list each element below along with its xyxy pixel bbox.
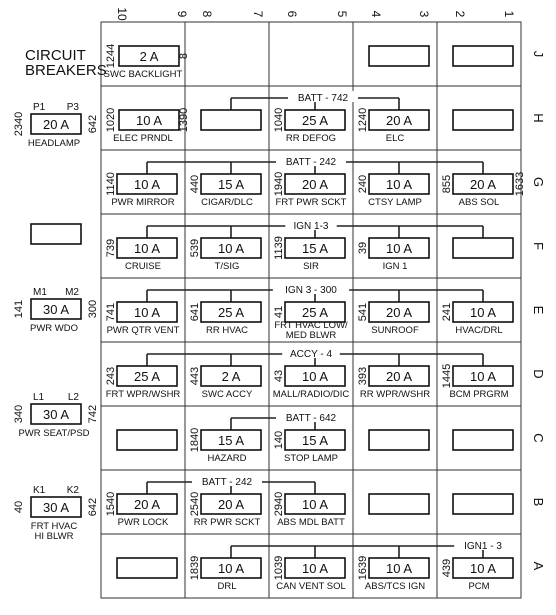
bus-label-g: BATT - 242 xyxy=(285,157,337,168)
fuse-circuit-number-left: 641 xyxy=(189,302,201,322)
breaker-amperage: 20 A xyxy=(42,117,70,132)
column-number: 10 xyxy=(115,7,129,21)
fuse-label: SWC BACKLIGHT xyxy=(103,69,183,80)
breaker-circuit-left: 340 xyxy=(13,404,25,424)
row-letter-j: J xyxy=(531,50,546,58)
breaker-label: PWR WDO xyxy=(29,323,79,334)
row-letter-b: B xyxy=(531,497,546,507)
fuse-label: PWR MIRROR xyxy=(111,197,175,208)
column-number: 1 xyxy=(502,10,516,18)
fuse-amperage: 10 A xyxy=(135,113,163,128)
fuse-label: ELC xyxy=(385,133,405,144)
column-number: 2 xyxy=(453,10,467,18)
bus-label-c: BATT - 642 xyxy=(285,413,337,424)
breaker-terminal-right: P3 xyxy=(66,102,79,113)
fuse-circuit-number-left: 140 xyxy=(273,430,285,450)
fuse-label: SUNROOF xyxy=(371,325,419,336)
fuse-label: FRT PWR SCKT xyxy=(275,197,347,208)
circuit-breakers-title-line1: CIRCUIT xyxy=(25,47,86,64)
fuse-amperage: 10 A xyxy=(217,241,245,256)
fuse-circuit-number-right: 1390 xyxy=(178,107,190,133)
breaker-circuit-right: 642 xyxy=(87,497,99,517)
fuse-circuit-number-left: 741 xyxy=(105,302,117,322)
bus-label-f: IGN 1-3 xyxy=(293,221,329,232)
column-number: 7 xyxy=(251,10,265,18)
fuse-circuit-number-left: 2540 xyxy=(189,491,201,517)
fuse-circuit-number-right: 1633 xyxy=(514,171,526,197)
fuse-label: SWC ACCY xyxy=(201,389,253,400)
fuse-amperage: 10 A xyxy=(469,369,497,384)
fuse-circuit-number-left: 1839 xyxy=(189,555,201,581)
fuse-amperage: 10 A xyxy=(133,177,161,192)
bus-label-a: IGN1 - 3 xyxy=(464,541,502,552)
fuse-amperage: 20 A xyxy=(217,497,245,512)
fuse-circuit-number-left: 440 xyxy=(189,174,201,194)
fuse-amperage: 10 A xyxy=(385,241,413,256)
fuse-circuit-number-left: 1039 xyxy=(273,555,285,581)
fuse-label: RR WPR/WSHR xyxy=(359,389,431,400)
breaker-terminal-right: M2 xyxy=(65,287,79,298)
breaker-terminal-left: L1 xyxy=(33,392,45,403)
fuse-circuit-number-left: 1940 xyxy=(273,171,285,197)
column-number: 5 xyxy=(335,10,349,18)
row-letter-f: F xyxy=(531,242,546,250)
fuse-label: RR DEFOG xyxy=(285,133,337,144)
column-number: 3 xyxy=(417,10,431,18)
row-letter-g: G xyxy=(531,176,546,188)
fuse-label: HAZARD xyxy=(207,453,247,464)
fuse-amperage: 15 A xyxy=(217,177,245,192)
breaker-terminal-left: P1 xyxy=(33,102,46,113)
fuse-circuit-number-left: 1540 xyxy=(105,491,117,517)
fuse-h-5 xyxy=(453,110,513,130)
breaker-amperage: 30 A xyxy=(42,500,70,515)
fuse-label: HVAC/DRL xyxy=(455,325,503,336)
fuse-label: PWR QTR VENT xyxy=(106,325,180,336)
breaker-label: FRT HVAC xyxy=(30,521,78,532)
fuse-circuit-number-left: 439 xyxy=(441,558,453,578)
breaker-terminal-right: K2 xyxy=(66,485,79,496)
fuse-label: PWR LOCK xyxy=(117,517,169,528)
fuse-circuit-number-left: 1445 xyxy=(441,363,453,389)
fuse-h-2 xyxy=(201,110,261,130)
fuse-label: BCM PRGRM xyxy=(449,389,509,400)
bus-label-e: IGN 3 - 300 xyxy=(285,285,337,296)
fuse-circuit-number-left: 393 xyxy=(357,366,369,386)
fuse-label: CRUISE xyxy=(125,261,161,272)
fuse-c-5 xyxy=(453,430,513,450)
breaker-terminal-left: K1 xyxy=(33,485,46,496)
fuse-label: STOP LAMP xyxy=(283,453,339,464)
fuse-amperage: 20 A xyxy=(301,177,329,192)
breaker-circuit-left: 141 xyxy=(13,299,25,319)
fuse-c-1 xyxy=(117,430,177,450)
fuse-circuit-number-left: 243 xyxy=(105,366,117,386)
fuse-label: RR PWR SCKT xyxy=(193,517,261,528)
fuse-amperage: 2 A xyxy=(221,369,241,384)
fuse-label: ABS SOL xyxy=(458,197,500,208)
fuse-label: RR HVAC xyxy=(205,325,249,336)
circuit-breaker-1 xyxy=(13,102,99,149)
fuse-circuit-number-left: 241 xyxy=(441,302,453,322)
row-letter-h: H xyxy=(531,113,546,123)
breaker-circuit-right: 742 xyxy=(87,404,99,424)
breaker-circuit-left: 40 xyxy=(13,500,25,514)
fuse-circuit-number-left: 41 xyxy=(273,305,285,319)
row-letter-c: C xyxy=(531,433,546,443)
fuse-label: CIGAR/DLC xyxy=(201,197,253,208)
fuse-circuit-number-left: 39 xyxy=(357,241,369,255)
breaker-amperage: 30 A xyxy=(42,302,70,317)
fuse-amperage: 10 A xyxy=(301,497,329,512)
column-number: 4 xyxy=(369,10,383,18)
breaker-terminal-right: L2 xyxy=(67,392,79,403)
bus-label-d: ACCY - 4 xyxy=(289,349,333,360)
fuse-amperage: 10 A xyxy=(385,561,413,576)
circuit-breakers-title-line2: BREAKERS xyxy=(25,62,107,79)
fuse-label: ABS MDL BATT xyxy=(277,517,345,528)
breaker-label: PWR SEAT/PSD xyxy=(18,428,90,439)
fuse-circuit-number-left: 1139 xyxy=(273,236,285,260)
circuit-breaker-column xyxy=(13,47,107,542)
bus-label-b: BATT - 242 xyxy=(201,477,253,488)
row-letter-a: A xyxy=(531,561,546,571)
fuse-amperage: 20 A xyxy=(469,177,497,192)
fuse-c-4 xyxy=(369,430,429,450)
breaker-amperage: 30 A xyxy=(42,407,70,422)
fuse-label: SIR xyxy=(303,261,319,272)
fuse-circuit-number-left: 1244 xyxy=(105,43,117,69)
fuse-circuit-number-left: 1639 xyxy=(357,555,369,581)
fuse-amperage: 15 A xyxy=(217,433,245,448)
fuse-amperage: 25 A xyxy=(301,305,329,320)
fuse-amperage: 20 A xyxy=(133,497,161,512)
breaker-circuit-right: 300 xyxy=(87,299,99,319)
fuse-amperage: 10 A xyxy=(301,561,329,576)
fuse-cells xyxy=(104,44,526,592)
fuse-amperage: 20 A xyxy=(385,369,413,384)
column-number: 6 xyxy=(285,10,299,18)
fuse-circuit-number-left: 1240 xyxy=(357,107,369,133)
fuse-circuit-number-left: 1840 xyxy=(189,427,201,453)
fuse-circuit-number-left: 539 xyxy=(189,238,201,258)
circuit-breaker-2 xyxy=(31,224,81,244)
fuse-amperage: 25 A xyxy=(301,113,329,128)
fuse-amperage: 20 A xyxy=(385,113,413,128)
fuse-label: ELEC PRNDL xyxy=(113,133,173,144)
circuit-breaker-4 xyxy=(13,392,99,439)
fuse-amperage: 10 A xyxy=(385,177,413,192)
fuse-amperage: 10 A xyxy=(301,369,329,384)
fuse-circuit-number-left: 855 xyxy=(441,174,453,194)
fuse-amperage: 20 A xyxy=(385,305,413,320)
column-number: 8 xyxy=(200,10,214,18)
circuit-breaker-5 xyxy=(13,485,99,542)
fuse-circuit-number-left: 43 xyxy=(273,369,285,383)
circuit-breaker-3 xyxy=(13,287,99,334)
fuse-amperage: 15 A xyxy=(301,241,329,256)
fuse-amperage: 10 A xyxy=(133,305,161,320)
column-number: 9 xyxy=(175,10,189,18)
fuse-circuit-number-left: 2940 xyxy=(273,491,285,517)
fuse-label: IGN 1 xyxy=(382,261,408,272)
fuse-label: FRT WPR/WSHR xyxy=(105,389,181,400)
fuse-b-4 xyxy=(369,494,429,514)
fuse-amperage: 25 A xyxy=(217,305,245,320)
fuse-circuit-number-left: 739 xyxy=(105,238,117,258)
fuse-label: CAN VENT SOL xyxy=(276,581,346,592)
fuse-amperage: 10 A xyxy=(469,561,497,576)
fuse-j-5 xyxy=(453,46,513,66)
breaker-body xyxy=(31,224,81,244)
row-letter-e: E xyxy=(531,305,546,315)
fuse-f-5 xyxy=(453,238,513,258)
fuse-circuit-number-left: 1140 xyxy=(105,172,117,196)
fuse-circuit-number-left: 1020 xyxy=(105,107,117,133)
fuse-label: MED BLWR xyxy=(285,330,337,341)
fuse-label: T/SIG xyxy=(214,261,240,272)
breaker-label: HI BLWR xyxy=(34,531,74,542)
fuse-amperage: 2 A xyxy=(139,49,159,64)
fuse-circuit-number-left: 1040 xyxy=(273,107,285,133)
fuse-circuit-number-left: 240 xyxy=(357,174,369,194)
fuse-amperage: 10 A xyxy=(133,241,161,256)
fuse-label: ABS/TCS IGN xyxy=(364,581,426,592)
row-letter-d: D xyxy=(531,369,546,379)
fuse-circuit-number-right: 8 xyxy=(178,52,190,60)
fuse-a-1 xyxy=(117,558,177,578)
breaker-circuit-right: 642 xyxy=(87,114,99,134)
fuse-label: MALL/RADIO/DIC xyxy=(272,389,350,400)
fuse-label: PCM xyxy=(468,581,490,592)
fuse-amperage: 10 A xyxy=(469,305,497,320)
fuse-circuit-number-left: 443 xyxy=(189,366,201,386)
fuse-amperage: 10 A xyxy=(217,561,245,576)
breaker-circuit-left: 2340 xyxy=(13,111,25,137)
breaker-label: HEADLAMP xyxy=(27,138,81,149)
bus-label-h: BATT - 742 xyxy=(297,93,349,104)
fuse-circuit-number-left: 541 xyxy=(357,302,369,322)
fuse-j-4 xyxy=(369,46,429,66)
fuse-label: CTSY LAMP xyxy=(368,197,422,208)
breaker-terminal-left: M1 xyxy=(33,287,47,298)
fuse-amperage: 15 A xyxy=(301,433,329,448)
fuse-b-5 xyxy=(453,494,513,514)
fuse-amperage: 25 A xyxy=(133,369,161,384)
fuse-label: FRT HVAC LOW/ xyxy=(274,320,348,331)
fuse-label: DRL xyxy=(217,581,237,592)
